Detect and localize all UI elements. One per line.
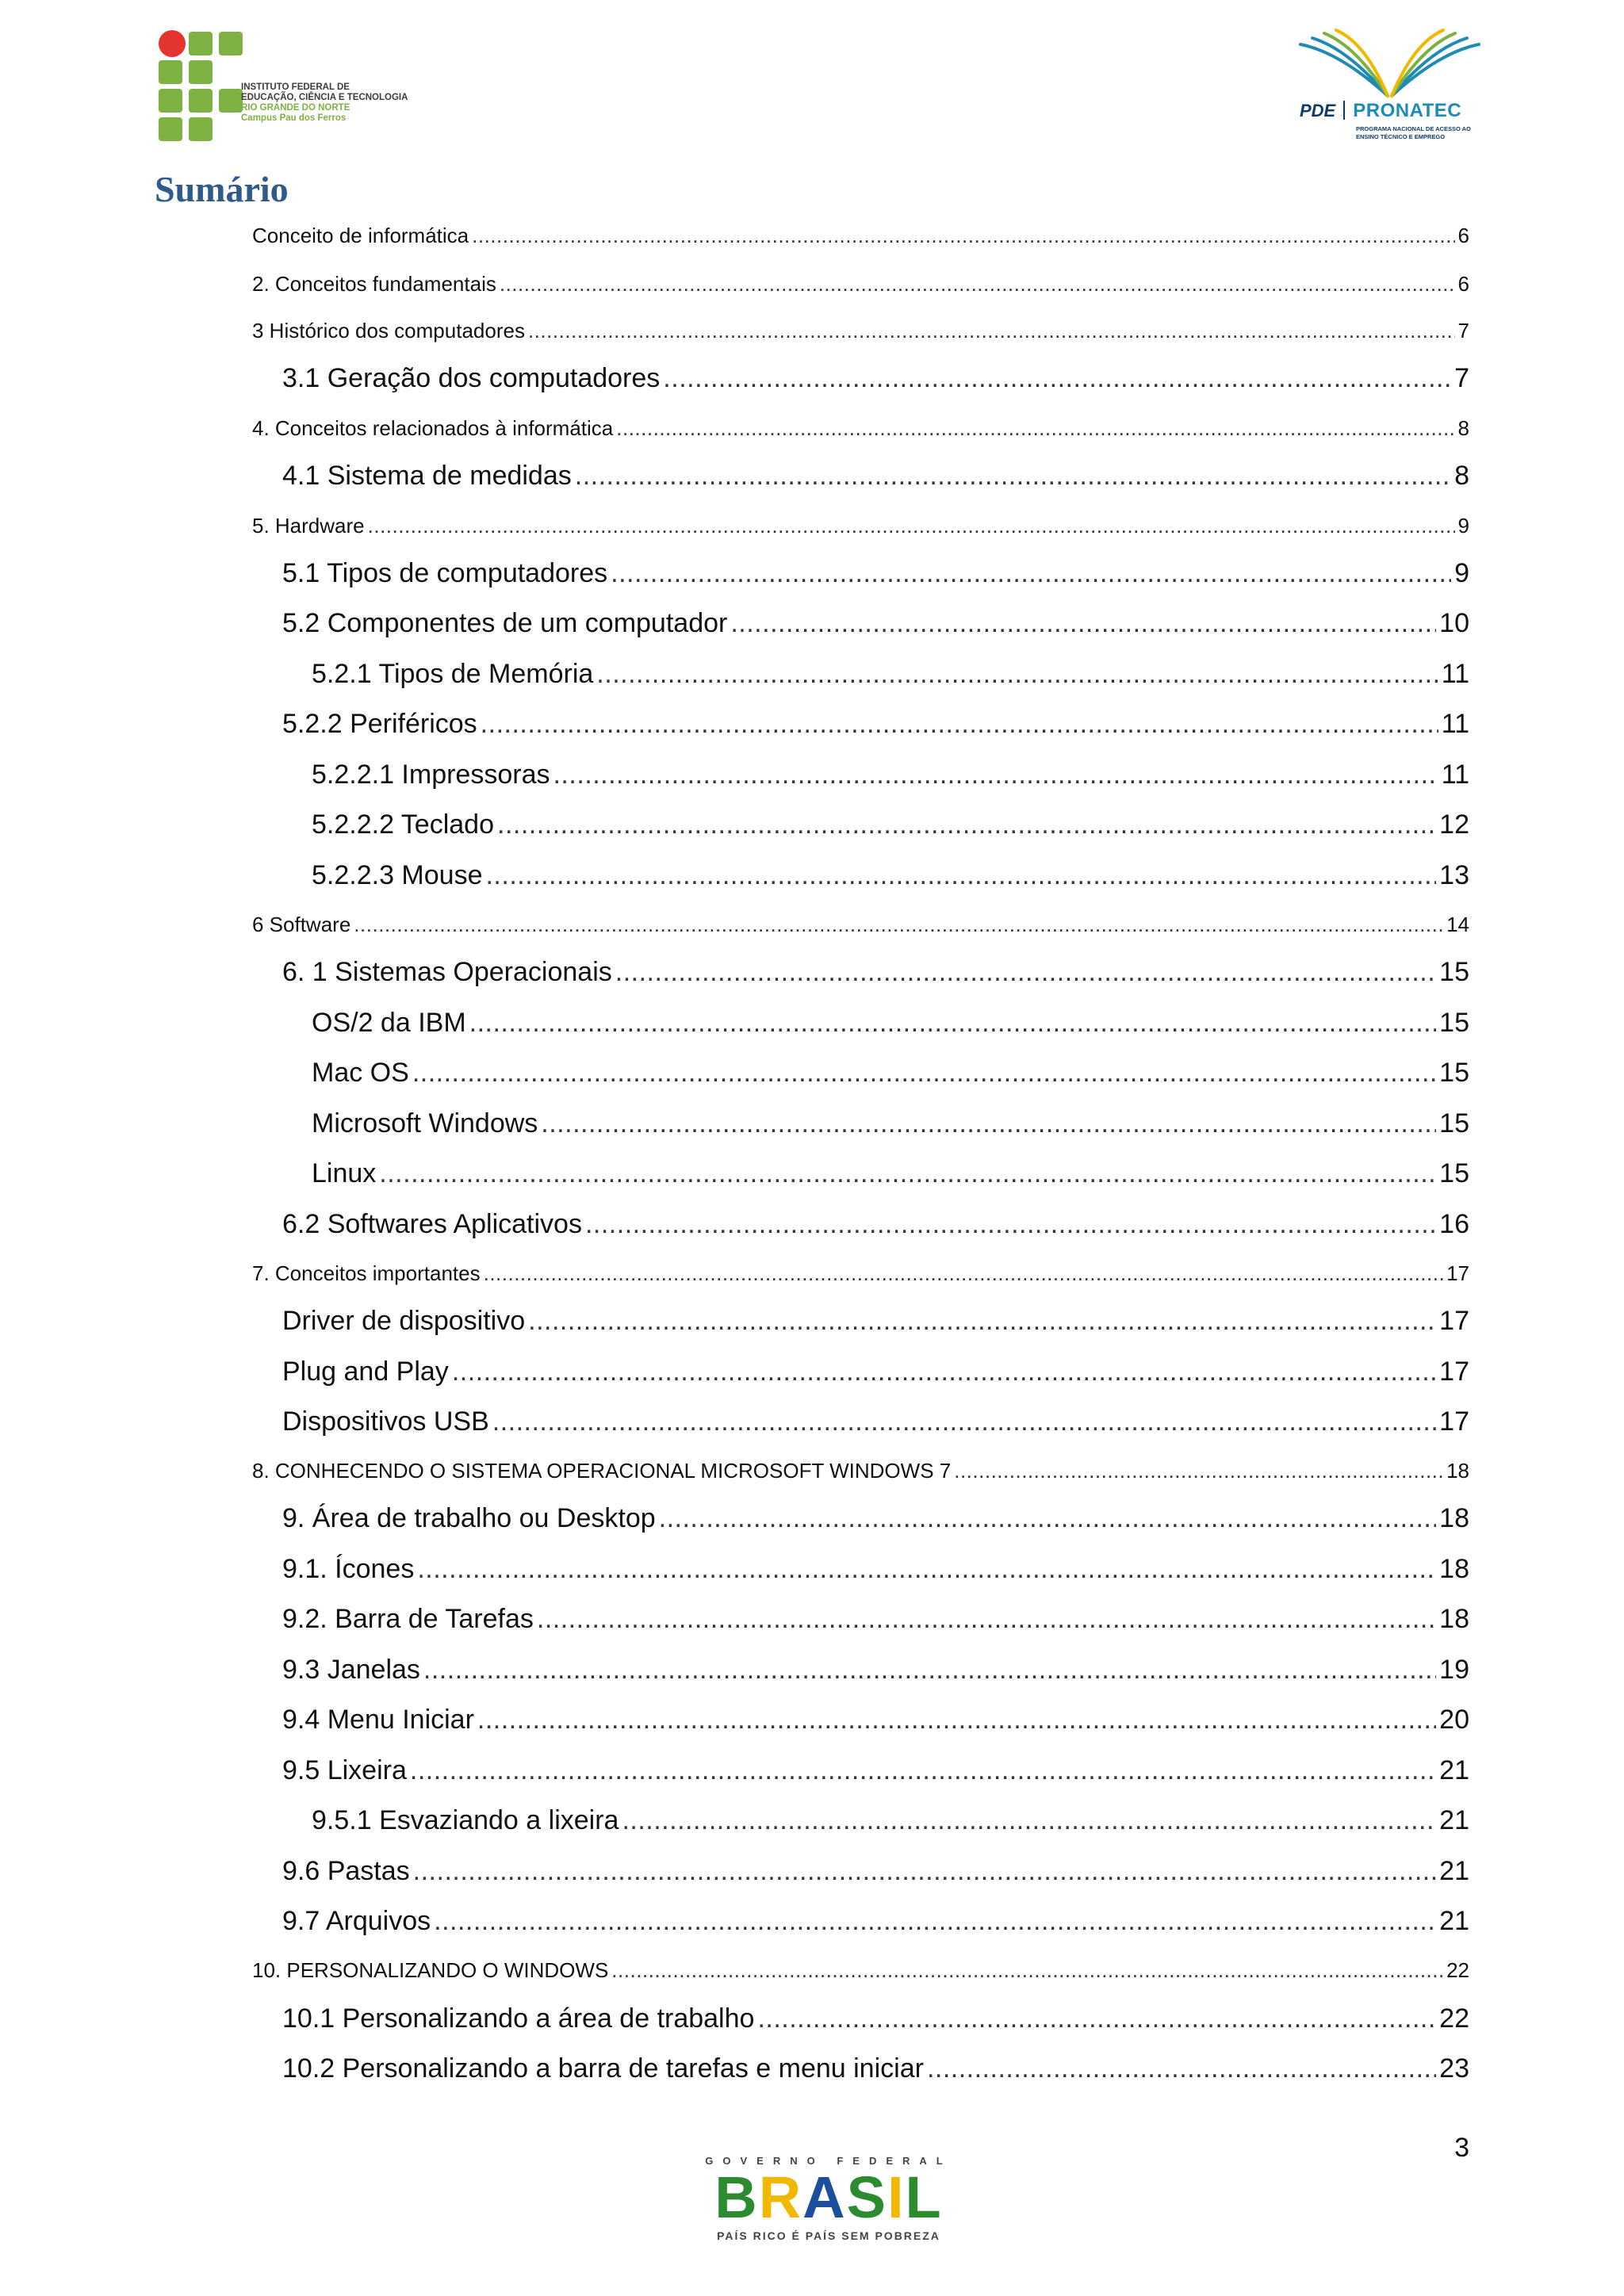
toc-entry[interactable]: OS/2 da IBM ..... 15	[312, 1008, 1469, 1039]
toc-entry[interactable]: 5.2.2.1 Impressoras ..... 11	[312, 760, 1469, 790]
toc-entry[interactable]: 9. Área de trabalho ou Desktop ..... 18	[282, 1503, 1469, 1534]
toc-entry[interactable]: 9.5.1 Esvaziando a lixeira ..... 21	[312, 1805, 1469, 1836]
toc-entry[interactable]: 4.1 Sistema de medidas ..... 8	[282, 461, 1469, 492]
toc-entry[interactable]: 6.2 Softwares Aplicativos ..... 16	[282, 1209, 1469, 1240]
toc-entry[interactable]: 5. Hardware ..... 9	[252, 514, 1469, 538]
toc-entry[interactable]: 9.2. Barra de Tarefas ..... 18	[282, 1604, 1469, 1635]
toc-entry[interactable]: Microsoft Windows ..... 15	[312, 1108, 1469, 1139]
toc-entry[interactable]: 3 Histórico dos computadores ..... 7	[252, 319, 1469, 343]
toc-entry[interactable]: 8. CONHECENDO O SISTEMA OPERACIONAL MICROSOFT WINDOWS 7 ..... 18	[252, 1459, 1469, 1483]
page-title: Sumário	[155, 169, 289, 209]
pronatec-label: PRONATEC	[1353, 100, 1462, 121]
toc-entry[interactable]: 6 Software ..... 14	[252, 913, 1469, 937]
toc-entry[interactable]: 7. Conceitos importantes ..... 17	[252, 1261, 1469, 1286]
toc-entry[interactable]: 9.7 Arquivos ..... 21	[282, 1906, 1469, 1937]
toc-entry[interactable]: Driver de dispositivo ..... 17	[282, 1306, 1469, 1337]
toc-entry[interactable]: 9.5 Lixeira ..... 21	[282, 1755, 1469, 1786]
governo-federal-logo	[702, 2155, 956, 2242]
toc-entry[interactable]: 10. PERSONALIZANDO O WINDOWS ..... 22	[252, 1958, 1469, 1983]
toc-entry[interactable]: 10.2 Personalizando a barra de tarefas e menu iniciar ..... 23	[282, 2053, 1469, 2084]
toc-entry[interactable]: 5.2.2 Periféricos ..... 11	[282, 709, 1469, 740]
pde-label: PDE	[1300, 101, 1336, 121]
toc-entry[interactable]: 5.2.2.2 Teclado ..... 12	[312, 809, 1469, 840]
toc-entry[interactable]: 2. Conceitos fundamentais ..... 6	[252, 272, 1469, 297]
page-number: 3	[1454, 2133, 1469, 2163]
toc-entry[interactable]: 5.2.1 Tipos de Memória ..... 11	[312, 659, 1469, 690]
toc-entry[interactable]: Linux ..... 15	[312, 1158, 1469, 1189]
toc-entry[interactable]: Dispositivos USB ..... 17	[282, 1406, 1469, 1437]
toc-entry[interactable]: Mac OS ..... 15	[312, 1058, 1469, 1089]
toc-entry[interactable]: 6. 1 Sistemas Operacionais ..... 15	[282, 957, 1469, 988]
toc-entry[interactable]: 9.6 Pastas ..... 21	[282, 1856, 1469, 1887]
if-logo-text: INSTITUTO FEDERAL DE EDUCAÇÃO, CIÊNCIA E TECNOLOGIA RIO GRANDE DO NORTE Campus Pau dos Ferros	[241, 82, 408, 123]
toc-entry[interactable]: Conceito de informática ..... 6	[252, 224, 1469, 248]
toc-entry[interactable]: 5.2.2.3 Mouse ..... 13	[312, 860, 1469, 891]
brasil-wordmark: BRASIL	[714, 2164, 943, 2230]
toc-entry[interactable]: 5.2 Componentes de um computador ..... 10	[282, 608, 1469, 639]
toc-entry[interactable]: 10.1 Personalizando a área de trabalho ..... 22	[282, 2003, 1469, 2034]
toc-entry[interactable]: 9.4 Menu Iniciar ..... 20	[282, 1705, 1469, 1735]
toc-entry[interactable]: 4. Conceitos relacionados à informática ..... 8	[252, 416, 1469, 441]
governo-federal-label: GOVERNO FEDERAL	[705, 2155, 952, 2167]
toc-entry[interactable]: 3.1 Geração dos computadores ..... 7	[282, 363, 1469, 394]
toc-entry[interactable]: 9.1. Ícones ..... 18	[282, 1554, 1469, 1585]
pronatec-subtitle: PROGRAMA NACIONAL DE ACESSO AO ENSINO TÉCNICO E EMPREGO	[1356, 125, 1471, 140]
toc-entry[interactable]: 9.3 Janelas ..... 19	[282, 1655, 1469, 1686]
toc-entry[interactable]: 5.1 Tipos de computadores ..... 9	[282, 558, 1469, 589]
slogan-label: PAÍS RICO É PAÍS SEM POBREZA	[717, 2229, 940, 2242]
toc-entry[interactable]: Plug and Play ..... 17	[282, 1357, 1469, 1387]
